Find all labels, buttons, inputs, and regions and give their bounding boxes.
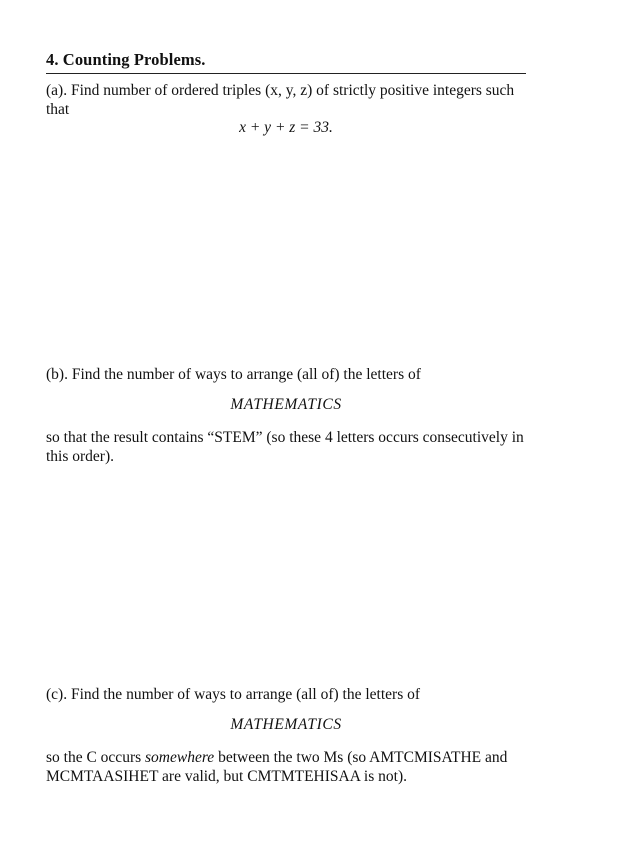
part-c-intro: (c). Find the number of ways to arrange (all of) the letters of [46,686,421,703]
part-c-condition [46,748,528,786]
heading-rule [46,73,526,74]
part-c-condition-before: so the C occurs [46,749,142,766]
part-b-word: MATHEMATICS [230,396,342,413]
part-c-word: MATHEMATICS [230,716,342,733]
part-b-condition: so that the result contains “STEM” (so these 4 letters occurs consecutively in this order). [46,429,524,465]
part-c-condition-after: between the two Ms (so AMTCMISATHE and MCMTAASIHET are valid, but CMTMTEHISAA is not). [46,749,508,785]
part-a-intro: (a). Find number of ordered triples (x, y, z) of strictly positive integers such that [46,82,515,118]
part-a-equation: x + y + z = 33. [239,119,333,136]
part-b-intro: (b). Find the number of ways to arrange (all of) the letters of [46,366,421,383]
part-c-condition-emphasis: somewhere [145,749,215,766]
section-heading: 4. Counting Problems. [46,50,206,69]
